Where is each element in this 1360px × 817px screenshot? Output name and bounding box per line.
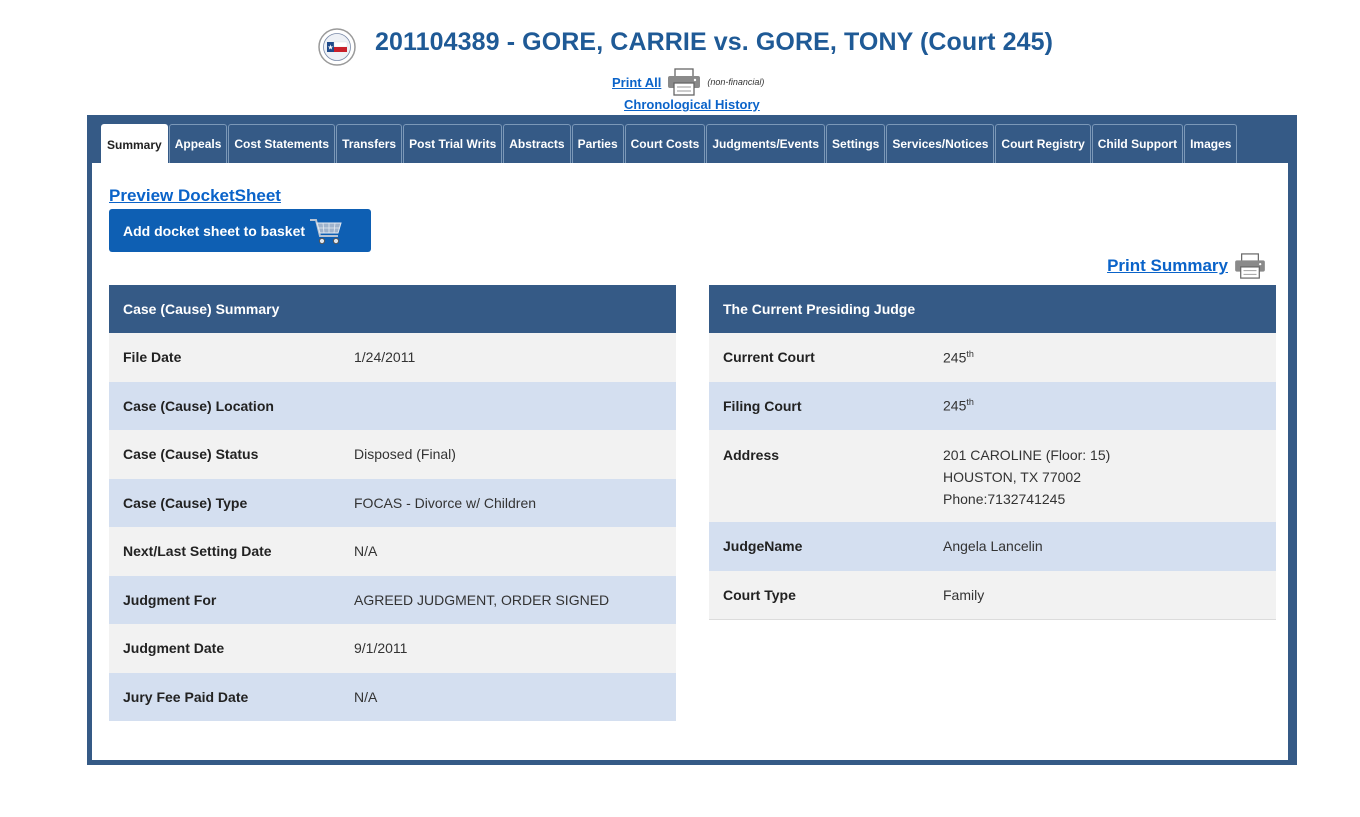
chronological-history-link[interactable]: Chronological History [624, 97, 760, 112]
tab-services-notices[interactable]: Services/Notices [886, 124, 994, 163]
row-label: Case (Cause) Type [109, 479, 340, 528]
row-value [340, 382, 676, 431]
printer-icon[interactable] [1233, 253, 1267, 279]
table-row [109, 527, 676, 576]
tab-settings[interactable]: Settings [826, 124, 885, 163]
tab-summary[interactable]: Summary [101, 124, 168, 164]
row-label: Next/Last Setting Date [109, 527, 340, 576]
row-label: Judgment Date [109, 624, 340, 673]
page-header [0, 0, 1360, 118]
judge-name-label: JudgeName [709, 522, 929, 571]
table-row [709, 382, 1276, 431]
non-financial-note: (non-financial) [707, 77, 765, 87]
address-value [929, 430, 1276, 522]
print-summary-link[interactable]: Print Summary [1107, 256, 1228, 275]
judge-name-value: Angela Lancelin [929, 522, 1276, 571]
filing-court-label: Filing Court [709, 382, 929, 431]
tab-images[interactable]: Images [1184, 124, 1237, 163]
table-row [109, 333, 676, 382]
row-label: Jury Fee Paid Date [109, 673, 340, 722]
tab-abstracts[interactable]: Abstracts [503, 124, 570, 163]
filing-court-value: 245th [929, 382, 1276, 431]
address-line: HOUSTON, TX 77002 [943, 469, 1081, 485]
court-type-value: Family [929, 571, 1276, 620]
row-value: Disposed (Final) [340, 430, 676, 479]
court-type-label: Court Type [709, 571, 929, 620]
row-value: N/A [340, 673, 676, 722]
case-frame [87, 115, 1297, 765]
row-label: Case (Cause) Status [109, 430, 340, 479]
tab-court-registry[interactable]: Court Registry [995, 124, 1090, 163]
row-label: File Date [109, 333, 340, 382]
row-value: N/A [340, 527, 676, 576]
shopping-cart-icon [308, 216, 344, 246]
tab-transfers[interactable]: Transfers [336, 124, 402, 163]
print-all-link[interactable]: Print All [612, 74, 662, 90]
row-label: Case (Cause) Location [109, 382, 340, 431]
tab-cost-statements[interactable]: Cost Statements [228, 124, 335, 163]
summary-panel [92, 163, 1288, 760]
row-value: 9/1/2011 [340, 624, 676, 673]
case-summary-table [109, 285, 676, 721]
table-row [109, 673, 676, 722]
row-label: Judgment For [109, 576, 340, 625]
print-summary [1107, 253, 1272, 279]
printer-icon[interactable] [666, 68, 702, 96]
add-docket-label: Add docket sheet to basket [123, 222, 306, 239]
table-row [709, 522, 1276, 571]
table-row [109, 624, 676, 673]
print-all-row [612, 68, 764, 96]
table-row [709, 571, 1276, 620]
tab-child-support[interactable]: Child Support [1092, 124, 1183, 163]
table-row [709, 333, 1276, 382]
table-row [109, 382, 676, 431]
current-court-label: Current Court [709, 333, 929, 382]
tab-parties[interactable]: Parties [572, 124, 624, 163]
table-row [709, 430, 1276, 522]
tab-bar [101, 124, 1238, 164]
county-seal-icon [318, 28, 356, 66]
current-court-value: 245th [929, 333, 1276, 382]
row-value: 1/24/2011 [340, 333, 676, 382]
table-row [109, 479, 676, 528]
address-line: 201 CAROLINE (Floor: 15) [943, 447, 1111, 463]
preview-docket-sheet-link[interactable]: Preview DocketSheet [109, 186, 281, 205]
case-summary-heading: Case (Cause) Summary [109, 285, 676, 333]
tab-post-trial-writs[interactable]: Post Trial Writs [403, 124, 502, 163]
table-row [109, 430, 676, 479]
presiding-judge-heading: The Current Presiding Judge [709, 285, 1276, 333]
row-value: AGREED JUDGMENT, ORDER SIGNED [340, 576, 676, 625]
add-docket-to-basket-button[interactable] [109, 209, 371, 252]
row-value: FOCAS - Divorce w/ Children [340, 479, 676, 528]
page-title: 201104389 - GORE, CARRIE vs. GORE, TONY (Court 245) [375, 28, 1054, 56]
address-label: Address [709, 430, 929, 522]
tab-judgments-events[interactable]: Judgments/Events [706, 124, 825, 163]
tab-court-costs[interactable]: Court Costs [625, 124, 706, 163]
presiding-judge-table [709, 285, 1276, 620]
tab-appeals[interactable]: Appeals [169, 124, 228, 163]
table-row [109, 576, 676, 625]
phone-number: Phone:7132741245 [943, 491, 1066, 507]
